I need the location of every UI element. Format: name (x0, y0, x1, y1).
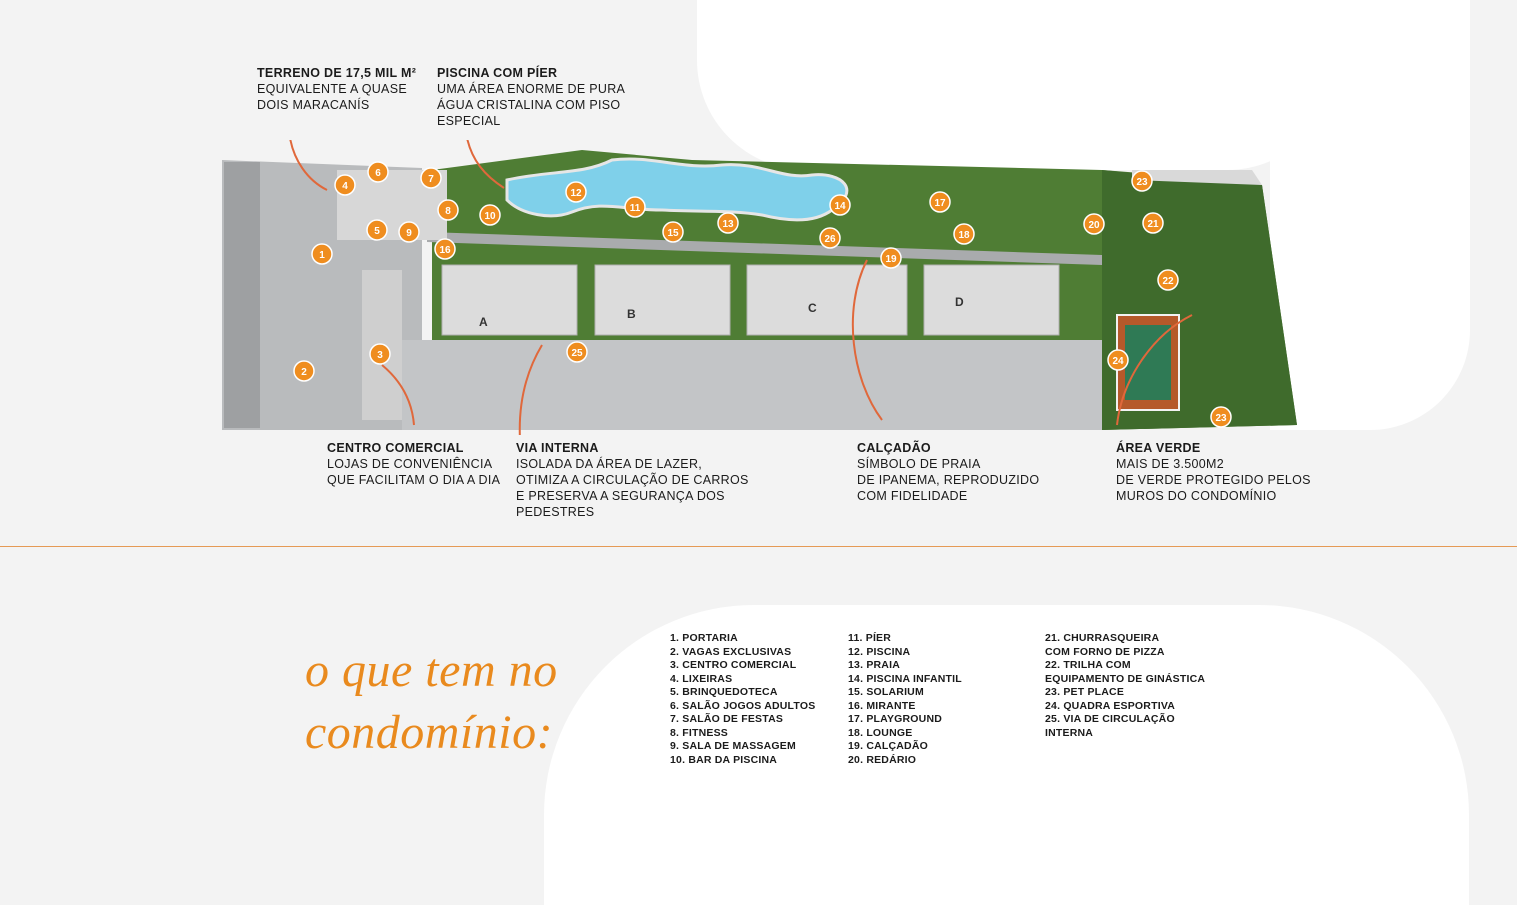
map-marker (566, 182, 586, 202)
map-marker (1211, 407, 1231, 427)
callout-centro-comercial (327, 440, 500, 488)
map-marker-label: 24 (1112, 356, 1124, 367)
legend-item: 1. PORTARIA (670, 632, 738, 644)
map-marker-label: 9 (406, 228, 412, 239)
block-c-building (747, 265, 907, 335)
legend-item: 7. SALÃO DE FESTAS (670, 713, 784, 725)
legend-item: 11. PÍER (848, 632, 892, 644)
map-marker (399, 222, 419, 242)
legend-column-2 (848, 632, 962, 767)
map-marker (954, 224, 974, 244)
map-marker (718, 213, 738, 233)
block-label-b: B (627, 307, 636, 321)
site-plan-map (222, 140, 1302, 435)
map-marker (435, 239, 455, 259)
legend-item: INTERNA (1045, 726, 1094, 739)
callout-terreno (257, 65, 416, 113)
callout-area-verde-title: ÁREA VERDE (1116, 441, 1201, 455)
block-b-building (595, 265, 730, 335)
map-marker (370, 344, 390, 364)
block-d-building (924, 265, 1059, 335)
callout-via-interna (516, 440, 749, 520)
map-marker (663, 222, 683, 242)
legend-item: 6. SALÃO JOGOS ADULTOS (670, 699, 816, 712)
map-marker-label: 14 (834, 201, 846, 212)
sports-court-inner (1125, 325, 1171, 400)
legend-item: 19. CALÇADÃO (848, 740, 928, 752)
map-marker-label: 21 (1147, 219, 1159, 230)
map-marker (335, 175, 355, 195)
map-marker-label: 7 (428, 174, 434, 185)
legend-item: 2. VAGAS EXCLUSIVAS (670, 645, 792, 658)
map-marker-label: 18 (958, 230, 970, 241)
legend-item: 22. TRILHA COM (1045, 659, 1131, 671)
legend-item: 24. QUADRA ESPORTIVA (1045, 699, 1176, 712)
map-marker (1132, 171, 1152, 191)
map-marker-label: 5 (374, 226, 380, 237)
legend-item: 20. REDÁRIO (848, 753, 917, 766)
legend-item: 14. PISCINA INFANTIL (848, 672, 962, 685)
block-label-d: D (955, 295, 964, 309)
map-marker (1143, 213, 1163, 233)
legend-item: 5. BRINQUEDOTECA (670, 686, 778, 698)
callout-centro-title: CENTRO COMERCIAL (327, 441, 464, 455)
map-marker-label: 2 (301, 367, 307, 378)
legend-item: 9. SALA DE MASSAGEM (670, 740, 796, 752)
callout-calcadao (857, 440, 1039, 504)
callout-piscina-title: PISCINA COM PÍER (437, 66, 558, 80)
callout-terreno-title: TERRENO DE 17,5 MIL M² (257, 66, 417, 80)
legend-item: 18. LOUNGE (848, 726, 913, 739)
headline-line-2: condomínio: (305, 706, 554, 759)
callout-centro-body: LOJAS DE CONVENIÊNCIA QUE FACILITAM O DIA A DIA (327, 457, 501, 487)
map-marker-label: 12 (570, 188, 582, 199)
map-marker-label: 26 (824, 234, 836, 245)
street (224, 162, 260, 428)
legend-item: 8. FITNESS (670, 726, 729, 739)
map-marker-label: 15 (667, 228, 679, 239)
map-marker-label: 1 (319, 250, 325, 261)
map-marker (438, 200, 458, 220)
map-marker-label: 13 (722, 219, 734, 230)
callout-via-body: ISOLADA DA ÁREA DE LAZER, OTIMIZA A CIRCULAÇÃO DE CARROS E PRESERVA A SEGURANÇA DOS PEDESTRES (516, 457, 749, 519)
map-marker (368, 162, 388, 182)
legend-item: 23. PET PLACE (1045, 686, 1125, 698)
map-marker-label: 20 (1088, 220, 1100, 231)
section-divider (0, 546, 1517, 547)
legend-column-1 (670, 632, 815, 767)
callout-piscina (437, 65, 625, 129)
legend-item: COM FORNO DE PIZZA (1045, 645, 1165, 658)
legend-item: 3. CENTRO COMERCIAL (670, 659, 797, 671)
map-marker-label: 11 (629, 203, 641, 214)
callout-calcadao-body: SÍMBOLO DE PRAIA DE IPANEMA, REPRODUZIDO COM FIDELIDADE (857, 457, 1040, 503)
legend-item: 16. MIRANTE (848, 699, 916, 712)
map-marker (312, 244, 332, 264)
callout-piscina-body: UMA ÁREA ENORME DE PURA ÁGUA CRISTALINA COM PISO ESPECIAL (437, 82, 626, 128)
map-marker (294, 361, 314, 381)
map-marker-label: 23 (1136, 177, 1148, 188)
legend-column-3 (1045, 632, 1205, 740)
map-marker-label: 17 (934, 198, 946, 209)
map-marker (820, 228, 840, 248)
legend-item: 25. VIA DE CIRCULAÇÃO (1045, 713, 1175, 725)
map-marker (1108, 350, 1128, 370)
callout-terreno-body: EQUIVALENTE A QUASE DOIS MARACANÍS (257, 82, 407, 112)
headline-line-1: o que tem no (305, 644, 558, 697)
legend-item: 17. PLAYGROUND (848, 713, 943, 725)
map-marker-label: 25 (571, 348, 583, 359)
legend-item: 4. LIXEIRAS (670, 672, 733, 685)
map-marker (480, 205, 500, 225)
map-marker-label: 16 (439, 245, 451, 256)
legend-item: 15. SOLARIUM (848, 686, 924, 698)
map-marker-label: 3 (377, 350, 383, 361)
map-marker-label: 6 (375, 168, 381, 179)
legend-item: 12. PISCINA (848, 645, 911, 658)
map-marker-label: 22 (1162, 276, 1174, 287)
map-marker-label: 10 (484, 211, 496, 222)
parking-area (402, 340, 1102, 430)
map-marker-label: 8 (445, 206, 451, 217)
map-marker (1084, 214, 1104, 234)
map-marker-label: 19 (885, 254, 897, 265)
block-a-building (442, 265, 577, 335)
callout-via-title: VIA INTERNA (516, 441, 599, 455)
block-label-a: A (479, 315, 488, 329)
legend-item: 13. PRAIA (848, 659, 900, 671)
callout-area-verde-body: MAIS DE 3.500M2 DE VERDE PROTEGIDO PELOS MUROS DO CONDOMÍNIO (1116, 457, 1311, 503)
map-marker (367, 220, 387, 240)
map-marker (567, 342, 587, 362)
callout-area-verde (1116, 440, 1311, 504)
amenities-headline (305, 640, 635, 764)
map-marker-label: 23 (1215, 413, 1227, 424)
map-marker (881, 248, 901, 268)
legend-item: 10. BAR DA PISCINA (670, 753, 778, 766)
map-marker (930, 192, 950, 212)
residential-blocks (442, 265, 1059, 335)
map-marker (421, 168, 441, 188)
block-label-c: C (808, 301, 817, 315)
map-marker-label: 4 (342, 181, 348, 192)
legend-item: 21. CHURRASQUEIRA (1045, 632, 1160, 644)
callout-calcadao-title: CALÇADÃO (857, 441, 931, 455)
map-marker (1158, 270, 1178, 290)
legend-item: EQUIPAMENTO DE GINÁSTICA (1045, 672, 1206, 685)
map-marker (830, 195, 850, 215)
map-marker (625, 197, 645, 217)
